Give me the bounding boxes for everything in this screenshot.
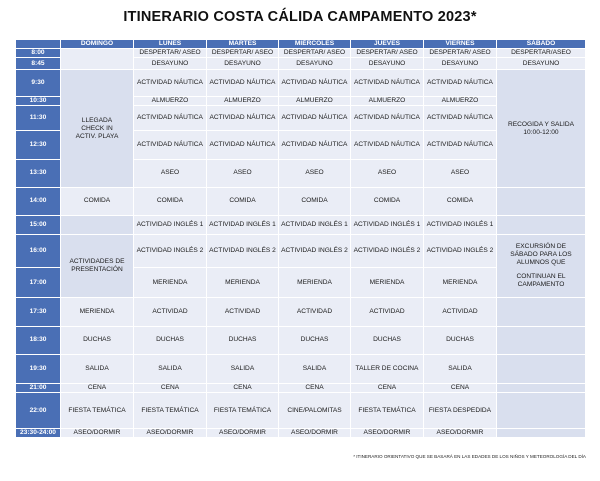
empty-cell <box>497 297 586 326</box>
activity-cell: DESPERTAR/ ASEO <box>424 49 497 58</box>
excursion-line: SÁBADO PARA LOS <box>510 250 572 258</box>
table-row <box>16 297 586 326</box>
table-row <box>16 393 586 429</box>
empty-cell <box>497 327 586 354</box>
activity-cell: ACTIVIDAD NÁUTICA <box>351 70 424 96</box>
activity-cell: ASEO/DORMIR <box>279 428 351 437</box>
activity-cell: ACTIVIDAD NÁUTICA <box>424 105 497 130</box>
pickup-line: 10:00-12:00 <box>523 128 559 136</box>
activity-cell: ACTIVIDAD <box>424 297 497 326</box>
activity-cell: DESAYUNO <box>134 58 207 70</box>
activity-cell: FIESTA TEMÁTICA <box>207 393 279 429</box>
activity-cell: DUCHAS <box>207 327 279 354</box>
activity-cell: COMIDA <box>61 188 134 215</box>
activity-cell: FIESTA TEMÁTICA <box>134 393 207 429</box>
time-cell: 8:45 <box>16 58 61 70</box>
empty-cell <box>497 215 586 234</box>
activity-cell: ACTIVIDAD INGLÉS 1 <box>351 215 424 234</box>
activity-cell: ASEO/DORMIR <box>207 428 279 437</box>
activity-cell: MERIENDA <box>61 297 134 326</box>
activity-cell: DESAYUNO <box>207 58 279 70</box>
empty-cell <box>61 215 134 234</box>
activity-cell: ASEO <box>424 159 497 187</box>
activity-cell: ACTIVIDAD NÁUTICA <box>351 105 424 130</box>
activity-cell: ACTIVIDAD <box>207 297 279 326</box>
table-row <box>16 70 586 96</box>
excursion-line: CONTINUAN EL <box>516 272 566 280</box>
activity-cell: MERIENDA <box>424 268 497 297</box>
activity-cell: FIESTA DESPEDIDA <box>424 393 497 429</box>
activity-cell: ACTIVIDAD <box>134 297 207 326</box>
itinerary-title: ITINERARIO COSTA CÁLIDA CAMPAMENTO 2023* <box>123 9 477 25</box>
time-cell: 16:00 <box>16 234 61 268</box>
activity-cell: DESAYUNO <box>351 58 424 70</box>
time-cell: 8:00 <box>16 49 61 58</box>
activity-cell: ACTIVIDAD NÁUTICA <box>279 131 351 159</box>
activity-cell: DUCHAS <box>279 327 351 354</box>
activity-cell: ACTIVIDAD NÁUTICA <box>351 131 424 159</box>
activity-cell: ALMUERZO <box>424 96 497 105</box>
activity-cell: ACTIVIDAD NÁUTICA <box>424 131 497 159</box>
activity-cell: DESPERTAR/ ASEO <box>279 49 351 58</box>
activity-cell: MERIENDA <box>134 268 207 297</box>
table-row <box>16 384 586 393</box>
activity-cell: ACTIVIDAD NÁUTICA <box>134 131 207 159</box>
day-header: JUEVES <box>351 40 424 49</box>
saturday-pickup-cell <box>497 70 586 188</box>
time-cell: 19:30 <box>16 354 61 383</box>
sunday-arrival-cell <box>61 70 134 188</box>
activity-cell: MERIENDA <box>279 268 351 297</box>
time-cell: 14:00 <box>16 188 61 215</box>
activity-cell: CENA <box>134 384 207 393</box>
activity-cell: ACTIVIDAD <box>351 297 424 326</box>
activity-cell: ASEO <box>279 159 351 187</box>
activity-cell: ACTIVIDAD NÁUTICA <box>207 70 279 96</box>
time-cell: 18:30 <box>16 327 61 354</box>
table-row <box>16 327 586 354</box>
table-row <box>16 215 586 234</box>
time-cell: 15:00 <box>16 215 61 234</box>
activity-cell: ACTIVIDAD INGLÉS 2 <box>351 234 424 268</box>
time-cell: 21:00 <box>16 384 61 393</box>
day-header: DOMINGO <box>61 40 134 49</box>
activity-cell: ACTIVIDAD INGLÉS 2 <box>207 234 279 268</box>
activity-cell: DESAYUNO <box>279 58 351 70</box>
arrival-line: ACTIV. PLAYA <box>75 132 119 140</box>
activity-cell: ACTIVIDAD INGLÉS 1 <box>279 215 351 234</box>
activity-cell: COMIDA <box>424 188 497 215</box>
activity-cell: CENA <box>424 384 497 393</box>
activity-cell: ASEO <box>207 159 279 187</box>
table-row <box>16 234 586 268</box>
empty-cell <box>497 188 586 215</box>
activity-cell: SALIDA <box>279 354 351 383</box>
activity-cell: ACTIVIDAD INGLÉS 2 <box>134 234 207 268</box>
activity-cell: ALMUERZO <box>351 96 424 105</box>
activity-cell: COMIDA <box>134 188 207 215</box>
schedule-table <box>15 39 586 438</box>
empty-cell <box>497 354 586 383</box>
day-header: LUNES <box>134 40 207 49</box>
empty-cell <box>497 384 586 393</box>
activity-cell: ASEO <box>351 159 424 187</box>
arrival-line: CHECK IN <box>81 124 113 132</box>
activity-cell: SALIDA <box>424 354 497 383</box>
activity-cell: CENA <box>351 384 424 393</box>
activity-cell: ASEO/DORMIR <box>134 428 207 437</box>
pickup-line: RECOGIDA Y SALIDA <box>507 120 575 128</box>
time-cell: 22:00 <box>16 393 61 429</box>
activity-cell: ACTIVIDAD INGLÉS 1 <box>424 215 497 234</box>
activity-cell: DUCHAS <box>134 327 207 354</box>
time-cell: 10:30 <box>16 96 61 105</box>
activity-cell: ACTIVIDAD NÁUTICA <box>279 70 351 96</box>
activity-cell: DESPERTAR/ ASEO <box>207 49 279 58</box>
activity-cell: CENA <box>279 384 351 393</box>
day-header: MARTES <box>207 40 279 49</box>
excursion-line: ALUMNOS QUE <box>516 258 566 266</box>
day-header: MIÉRCOLES <box>279 40 351 49</box>
activity-cell: ACTIVIDAD NÁUTICA <box>134 105 207 130</box>
activity-cell: ACTIVIDAD <box>279 297 351 326</box>
activity-cell: DESPERTAR/ASEO <box>497 49 586 58</box>
excursion-line: EXCURSIÓN DE <box>515 242 567 250</box>
activity-cell: ACTIVIDAD NÁUTICA <box>424 70 497 96</box>
activity-cell: ACTIVIDAD INGLÉS 1 <box>134 215 207 234</box>
activity-cell: DUCHAS <box>61 327 134 354</box>
activity-cell: ASEO/DORMIR <box>424 428 497 437</box>
activity-cell: ASEO/DORMIR <box>351 428 424 437</box>
activity-cell: FIESTA TEMÁTICA <box>351 393 424 429</box>
time-cell: 17:00 <box>16 268 61 297</box>
activity-cell: ACTIVIDAD NÁUTICA <box>279 105 351 130</box>
time-cell: 12:30 <box>16 131 61 159</box>
activity-cell: DESPERTAR/ ASEO <box>134 49 207 58</box>
activity-cell: CENA <box>207 384 279 393</box>
sunday-presentation-cell <box>61 234 134 297</box>
activity-cell: DESAYUNO <box>424 58 497 70</box>
activity-cell: ASEO <box>134 159 207 187</box>
header-row <box>16 40 586 49</box>
activity-cell: ACTIVIDAD NÁUTICA <box>207 105 279 130</box>
activity-cell: TALLER DE COCINA <box>351 354 424 383</box>
table-row <box>16 354 586 383</box>
time-cell: 23:30-24:00 <box>16 428 61 437</box>
activity-cell: SALIDA <box>61 354 134 383</box>
empty-cell <box>497 428 586 437</box>
time-cell: 17:30 <box>16 297 61 326</box>
activity-cell: DUCHAS <box>424 327 497 354</box>
saturday-excursion-cell <box>497 234 586 297</box>
activity-cell: MERIENDA <box>207 268 279 297</box>
presentation-line: ACTIVIDADES DE <box>69 257 125 265</box>
activity-cell: ALMUERZO <box>279 96 351 105</box>
activity-cell: SALIDA <box>207 354 279 383</box>
activity-cell: ACTIVIDAD INGLÉS 2 <box>424 234 497 268</box>
day-header: SÁBADO <box>497 40 586 49</box>
empty-cell <box>497 393 586 429</box>
table-row <box>16 428 586 437</box>
activity-cell: ACTIVIDAD INGLÉS 2 <box>279 234 351 268</box>
activity-cell: ALMUERZO <box>134 96 207 105</box>
activity-cell: CINE/PALOMITAS <box>279 393 351 429</box>
footnote: * ITINERARIO ORIENTATIVO QUE SE BASARÁ EN LAS EDADES DE LOS NIÑOS Y METEOROLOGÍA DEL DÍA <box>353 454 586 459</box>
activity-cell: DESAYUNO <box>497 58 586 70</box>
activity-cell: FIESTA TEMÁTICA <box>61 393 134 429</box>
activity-cell: COMIDA <box>279 188 351 215</box>
activity-cell: ACTIVIDAD INGLÉS 1 <box>207 215 279 234</box>
time-cell: 13:30 <box>16 159 61 187</box>
table-row <box>16 188 586 215</box>
time-cell: 11:30 <box>16 105 61 130</box>
day-header: VIERNES <box>424 40 497 49</box>
activity-cell: ACTIVIDAD NÁUTICA <box>207 131 279 159</box>
activity-cell: DUCHAS <box>351 327 424 354</box>
presentation-line: PRESENTACIÓN <box>71 265 123 273</box>
activity-cell: COMIDA <box>207 188 279 215</box>
activity-cell: DESPERTAR/ ASEO <box>351 49 424 58</box>
activity-cell: CENA <box>61 384 134 393</box>
time-cell: 9:30 <box>16 70 61 96</box>
activity-cell: SALIDA <box>134 354 207 383</box>
activity-cell: COMIDA <box>351 188 424 215</box>
activity-cell: MERIENDA <box>351 268 424 297</box>
activity-cell: ACTIVIDAD NÁUTICA <box>134 70 207 96</box>
excursion-line: CAMPAMENTO <box>517 280 565 288</box>
corner-cell <box>16 40 61 49</box>
empty-cell <box>61 49 134 70</box>
activity-cell: ASEO/DORMIR <box>61 428 134 437</box>
table-row <box>16 49 586 58</box>
activity-cell: ALMUERZO <box>207 96 279 105</box>
arrival-line: LLEGADA <box>81 116 113 124</box>
